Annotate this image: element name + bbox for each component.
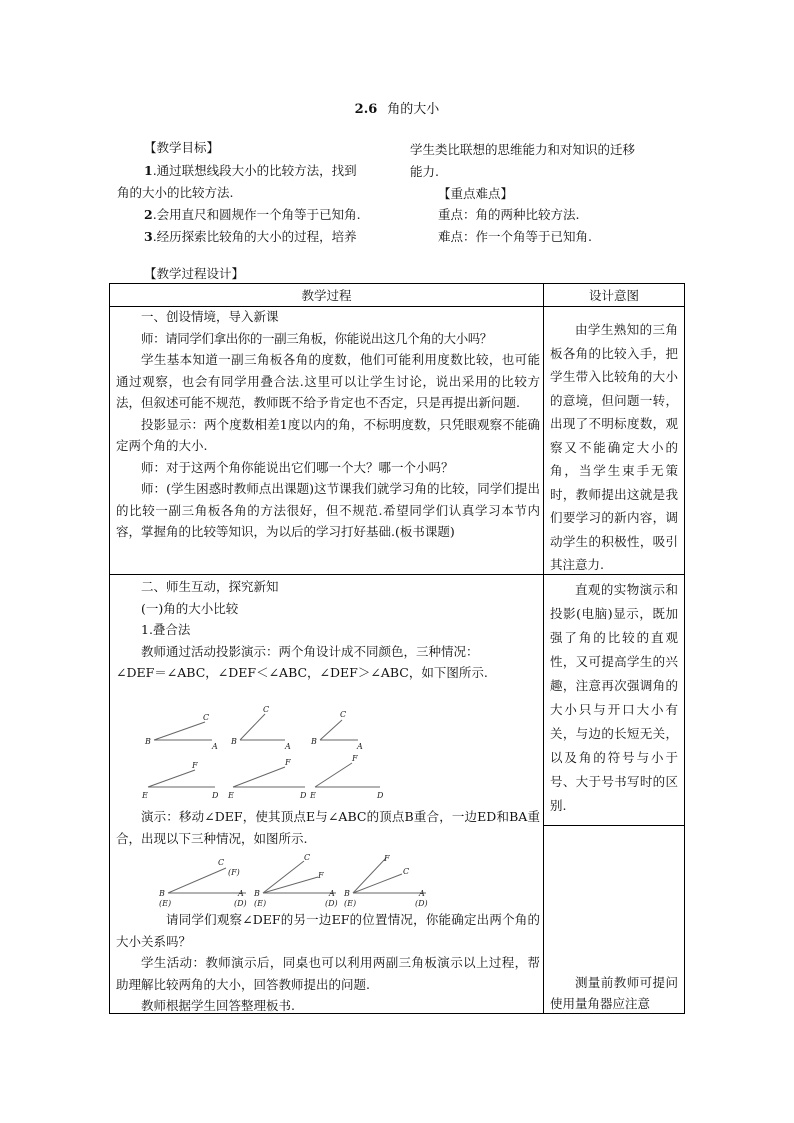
col-header-process: 教学过程 — [301, 288, 352, 303]
objective-2-text: .会用直尺和圆规作一个角等于已知角. — [152, 207, 361, 222]
angle2-ray-BC — [240, 714, 265, 740]
overlap3-ray-BC — [353, 874, 402, 893]
label-D-2: D — [300, 791, 307, 800]
label-F-o3: F — [384, 854, 390, 863]
section2-p1b: ∠DEF＝∠ABC，∠DEF＜∠ABC，∠DEF＞∠ABC，如下图所示. — [116, 665, 488, 680]
label-E-o2: (E) — [254, 899, 267, 908]
label-E-2: E — [228, 791, 234, 800]
label-C-2: C — [263, 705, 270, 714]
label-F-2: F — [285, 758, 291, 767]
section2-intent-cont — [550, 972, 678, 1010]
objective-3-line2: 学生类比联想的思维能力和对知识的迁移 — [410, 142, 636, 157]
label-A-o2: A — [329, 889, 335, 898]
angle4-ray-EF — [148, 770, 195, 787]
section1-p5: 师：(学生困惑时教师点出课题)这节课我们就学习角的比较，同学们提出的比较一副三角板各角的方法很好，但不规范.希望同学们认真学习本节内容，掌握角的比较等知识，为以后的学习打好基础.(板书课题) — [116, 481, 540, 539]
process-heading: 【教学过程设计】 — [144, 266, 245, 281]
objective-1-num: 1 — [144, 163, 153, 178]
objectives-heading: 【教学目标】 — [144, 140, 220, 155]
col-header-intent: 设计意图 — [588, 288, 639, 303]
label-F-3: F — [352, 754, 358, 763]
section1-intent-text: 由学生熟知的三角板各角的比较入手，把学生带入比较角的大小的意境，但问题一转，出现了不明标度数，观察又不能确定大小的角，当学生束手无策时，教师提出这就是我们要学习的新内容，调动学生的积极性，吸引其注意力. — [550, 322, 678, 572]
lesson-table — [109, 283, 685, 1014]
section2-p3: 请同学们观察∠DEF的另一边EF的位置情况，你能确定出两个角的大小关系吗？ — [116, 912, 540, 949]
section2-intent — [550, 578, 678, 818]
label-C-3: C — [340, 710, 347, 719]
objective-1-line1: .通过联想线段大小的比较方法，找到 — [152, 163, 357, 178]
section2-intent2-text: 测量前教师可提问使用量角器应注意 — [550, 975, 678, 1010]
section1-p3: 投影显示：两个度数相差1度以内的角，不标明度数，只凭眼观察不能确定两个角的大小. — [116, 416, 540, 453]
section2-p2: 演示：移动∠DEF，使其顶点E与∠ABC的顶点B重合，一边ED和BA重合，出现以下三种情况，如图所示. — [116, 809, 540, 846]
column-divider — [543, 284, 544, 1013]
section2-title: 二、师生互动，探究新知 — [141, 579, 279, 594]
label-F-o2: F — [318, 871, 324, 880]
objective-2-num: 2 — [144, 207, 153, 222]
angle3-ray-BC — [320, 720, 342, 740]
title-text: 角的大小 — [387, 102, 440, 117]
label-C-o2: C — [304, 853, 311, 862]
section2-p5: 教师根据学生回答整理板书. — [141, 998, 295, 1013]
key-points-heading: 【重点难点】 — [438, 186, 514, 201]
section1-p4: 师：对于这两个角你能说出它们哪一个大？哪一个小吗？ — [141, 459, 454, 475]
figure-separate-angles — [140, 702, 390, 802]
difficulty-point: 难点：作一个角等于已知角. — [438, 229, 592, 244]
section2-top — [116, 576, 540, 684]
label-E-3: E — [310, 791, 316, 800]
figure-overlapped-angles — [158, 853, 438, 909]
angle1-ray-BC — [154, 722, 205, 740]
objective-3-line3: 能力. — [410, 164, 439, 179]
section2-p1: 教师通过活动投影演示：两个角设计成不同颜色，三种情况： — [141, 643, 479, 659]
section2-p4: 学生活动：教师演示后，同桌也可以利用两副三角板演示以上过程，帮助理解比较两角的大小，回答教师提出的问题. — [116, 955, 540, 992]
section1-p1: 师：请同学们拿出你的一副三角板，你能说出这几个角的大小吗？ — [141, 330, 492, 346]
objective-1 — [144, 161, 357, 180]
intent-divider — [543, 825, 684, 826]
label-C-1: C — [203, 713, 210, 722]
section1-intent — [550, 318, 678, 577]
overlap2-ray-BC — [263, 861, 304, 893]
section2-sub1: (一)角的大小比较 — [141, 600, 239, 616]
section2-bottom — [116, 909, 540, 1017]
label-E-1: E — [142, 791, 148, 800]
label-A-2: A — [285, 742, 291, 751]
label-E-o1: (E) — [159, 899, 172, 908]
overlap3-ray-EF — [353, 858, 386, 893]
section1-p2: 学生基本知道一副三角板各角的度数，他们可能利用度数比较，也可能通过观察，也会有同学用叠合法.这里可以让学生讨论，说出采用的比较方法，但叙述可能不规范，教师既不给予肯定也不否定，只是再提出新问题. — [116, 352, 540, 410]
label-B-o1: B — [159, 889, 165, 898]
label-D-o2: (D) — [325, 899, 338, 908]
label-B-1: B — [145, 737, 151, 746]
label-A-o1: A — [238, 889, 244, 898]
section2-intent-text: 直观的实物演示和投影(电脑)显示，既加强了角的比较的直观性，又可提高学生的兴趣，注意再次强调角的大小只与开口大小有关，与边的长短无关，以及角的符号与小于号、大于号书写时的区别. — [550, 582, 678, 813]
objective-2 — [144, 205, 361, 224]
overlap2-ray-EF — [263, 877, 318, 893]
section1-title: 一、创设情境，导入新课 — [141, 309, 279, 324]
label-A-1: A — [212, 742, 218, 751]
label-D-1: D — [212, 791, 219, 800]
angle6-ray-EF — [315, 763, 352, 787]
section2-method1: 1.叠合法 — [141, 622, 191, 637]
section1-content — [116, 306, 540, 543]
label-E-o3: (E) — [344, 899, 357, 908]
objective-3 — [144, 227, 357, 246]
overlap1-ray-BC — [168, 868, 226, 893]
label-B-o3: B — [344, 889, 350, 898]
label-D-o1: (D) — [234, 899, 247, 908]
label-D-3: D — [377, 791, 384, 800]
focus-point: 重点：角的两种比较方法. — [438, 207, 580, 222]
objective-3-num: 3 — [144, 229, 153, 244]
label-C-o1: C — [218, 858, 225, 867]
objective-1-line2: 角的大小的比较方法. — [117, 185, 234, 200]
label-F-o1: (F) — [228, 868, 240, 877]
label-A-o3: A — [419, 889, 425, 898]
label-D-o3: (D) — [415, 899, 428, 908]
section2-demo — [116, 806, 540, 849]
label-B-o2: B — [254, 889, 260, 898]
label-C-o3: C — [403, 867, 410, 876]
label-B-3: B — [311, 737, 317, 746]
label-A-3: A — [357, 742, 363, 751]
section-number: 2.6 — [354, 102, 378, 117]
page-title — [0, 98, 794, 117]
objective-3-line1: .经历探索比较角的大小的过程，培养 — [152, 229, 357, 244]
label-F-1: F — [192, 761, 198, 770]
angle5-ray-EF — [233, 767, 285, 787]
label-B-2: B — [231, 737, 237, 746]
